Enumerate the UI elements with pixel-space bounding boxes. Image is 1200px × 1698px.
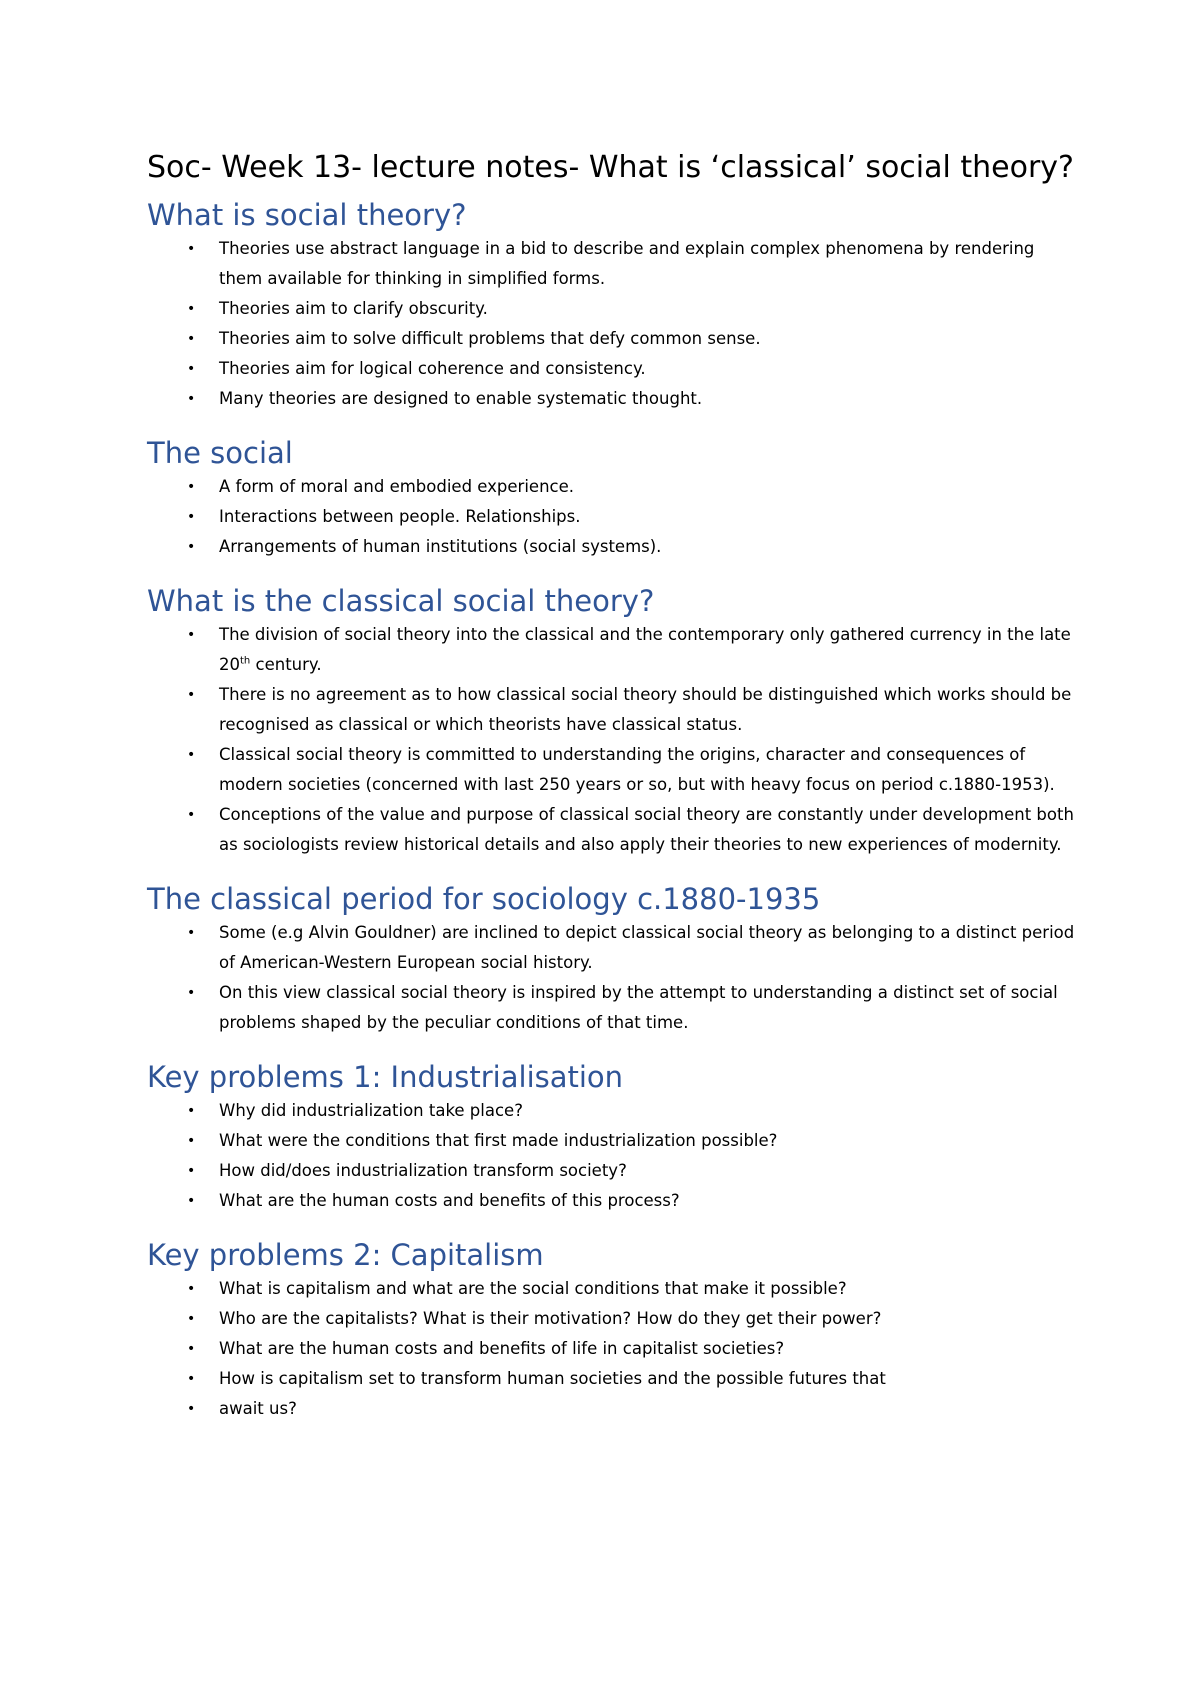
bullet-icon: • <box>187 479 196 495</box>
section-spacer <box>147 562 1077 584</box>
list-item <box>147 1096 1077 1126</box>
list-item <box>147 1274 1077 1304</box>
section <box>147 1060 1077 1216</box>
list-item-text: Arrangements of human institutions (social systems). <box>219 537 662 556</box>
bullet-list <box>147 234 1077 414</box>
list-item-text: Theories use abstract language in a bid to describe and explain complex phenomena by rendering them available for thinking in simplified forms. <box>219 239 1035 288</box>
list-item <box>147 502 1077 532</box>
list-item-text: How is capitalism set to transform human societies and the possible futures that <box>219 1369 886 1388</box>
list-item <box>147 354 1077 384</box>
list-item-text: Who are the capitalists? What is their motivation? How do they get their power? <box>219 1309 882 1328</box>
list-item-text: Some (e.g Alvin Gouldner) are inclined to depict classical social theory as belonging to a distinct period of American-Western European social history. <box>219 923 1075 972</box>
document-page <box>147 146 1077 1424</box>
section <box>147 198 1077 414</box>
bullet-icon: • <box>187 331 196 347</box>
list-item <box>147 978 1077 1038</box>
bullet-icon: • <box>187 1103 196 1119</box>
list-item <box>147 1334 1077 1364</box>
bullet-icon: • <box>187 361 196 377</box>
list-item <box>147 1186 1077 1216</box>
list-item-text: What are the human costs and benefits of this process? <box>219 1191 680 1210</box>
list-item <box>147 740 1077 800</box>
section <box>147 436 1077 562</box>
bullet-icon: • <box>187 509 196 525</box>
bullet-icon: • <box>187 301 196 317</box>
bullet-icon: • <box>187 1163 196 1179</box>
section-heading: What is the classical social theory? <box>147 584 655 618</box>
list-item <box>147 384 1077 414</box>
list-item-text: Many theories are designed to enable systematic thought. <box>219 389 703 408</box>
bullet-list <box>147 918 1077 1038</box>
list-item <box>147 1364 1077 1394</box>
list-item-text: What were the conditions that first made industrialization possible? <box>219 1131 778 1150</box>
list-item <box>147 918 1077 978</box>
list-item <box>147 680 1077 740</box>
bullet-icon: • <box>187 1311 196 1327</box>
list-item <box>147 1394 1077 1424</box>
bullet-icon: • <box>187 747 196 763</box>
list-item-text: await us? <box>219 1399 297 1418</box>
list-item <box>147 532 1077 562</box>
list-item <box>147 472 1077 502</box>
bullet-list <box>147 472 1077 562</box>
list-item <box>147 620 1077 680</box>
list-item-text: Why did industrialization take place? <box>219 1101 523 1120</box>
section <box>147 584 1077 860</box>
list-item <box>147 234 1077 294</box>
list-item-text: What is capitalism and what are the social conditions that make it possible? <box>219 1279 847 1298</box>
list-item <box>147 800 1077 860</box>
bullet-icon: • <box>187 925 196 941</box>
section-heading: Key problems 2: Capitalism <box>147 1238 544 1272</box>
section <box>147 882 1077 1038</box>
bullet-icon: • <box>187 687 196 703</box>
section <box>147 1238 1077 1424</box>
list-item-text: What are the human costs and benefits of life in capitalist societies? <box>219 1339 785 1358</box>
list-item <box>147 1156 1077 1186</box>
bullet-icon: • <box>187 1133 196 1149</box>
bullet-icon: • <box>187 1341 196 1357</box>
list-item-text: There is no agreement as to how classical social theory should be distinguished which works should be recognised as classical or which theorists have classical status. <box>219 685 1072 734</box>
list-item-text: Theories aim for logical coherence and consistency. <box>219 359 646 378</box>
section-spacer <box>147 414 1077 436</box>
list-item-text: Theories aim to solve difficult problems that defy common sense. <box>219 329 761 348</box>
document-body <box>147 198 1077 1424</box>
bullet-list <box>147 1274 1077 1424</box>
list-item-text: A form of moral and embodied experience. <box>219 477 574 496</box>
list-item <box>147 294 1077 324</box>
list-item <box>147 1126 1077 1156</box>
bullet-icon: • <box>187 1281 196 1297</box>
list-item-text: On this view classical social theory is inspired by the attempt to understanding a distinct set of social problems shaped by the peculiar conditions of that time. <box>219 983 1058 1032</box>
list-item-text: How did/does industrialization transform society? <box>219 1161 627 1180</box>
bullet-icon: • <box>187 1371 196 1387</box>
bullet-icon: • <box>187 241 196 257</box>
bullet-icon: • <box>187 1193 196 1209</box>
bullet-list <box>147 1096 1077 1216</box>
ordinal-suffix: th <box>240 655 251 667</box>
bullet-list <box>147 620 1077 860</box>
list-item-text: Theories aim to clarify obscurity. <box>219 299 488 318</box>
list-item-text: century. <box>250 655 322 674</box>
section-spacer <box>147 860 1077 882</box>
section-spacer <box>147 1216 1077 1238</box>
list-item <box>147 1304 1077 1334</box>
bullet-icon: • <box>187 807 196 823</box>
list-item <box>147 324 1077 354</box>
section-heading: What is social theory? <box>147 198 467 232</box>
document-title: Soc- Week 13- lecture notes- What is ‘classical’ social theory? <box>147 150 1074 185</box>
section-heading: The social <box>147 436 293 470</box>
section-heading: Key problems 1: Industrialisation <box>147 1060 624 1094</box>
bullet-icon: • <box>187 985 196 1001</box>
list-item-text: Conceptions of the value and purpose of classical social theory are constantly under development both as sociologists review historical details and also apply their theories to new experiences of modernity. <box>219 805 1074 854</box>
list-item-text: The division of social theory into the classical and the contemporary only gathered currency in the late 20 <box>219 625 1071 674</box>
bullet-icon: • <box>187 539 196 555</box>
list-item-text: Interactions between people. Relationships. <box>219 507 581 526</box>
bullet-icon: • <box>187 627 196 643</box>
section-heading: The classical period for sociology c.1880-1935 <box>147 882 821 916</box>
bullet-icon: • <box>187 1401 196 1417</box>
bullet-icon: • <box>187 391 196 407</box>
section-spacer <box>147 1038 1077 1060</box>
list-item-text: Classical social theory is committed to understanding the origins, character and consequences of modern societies (concerned with last 250 years or so, but with heavy focus on period c.1880-1953). <box>219 745 1055 794</box>
